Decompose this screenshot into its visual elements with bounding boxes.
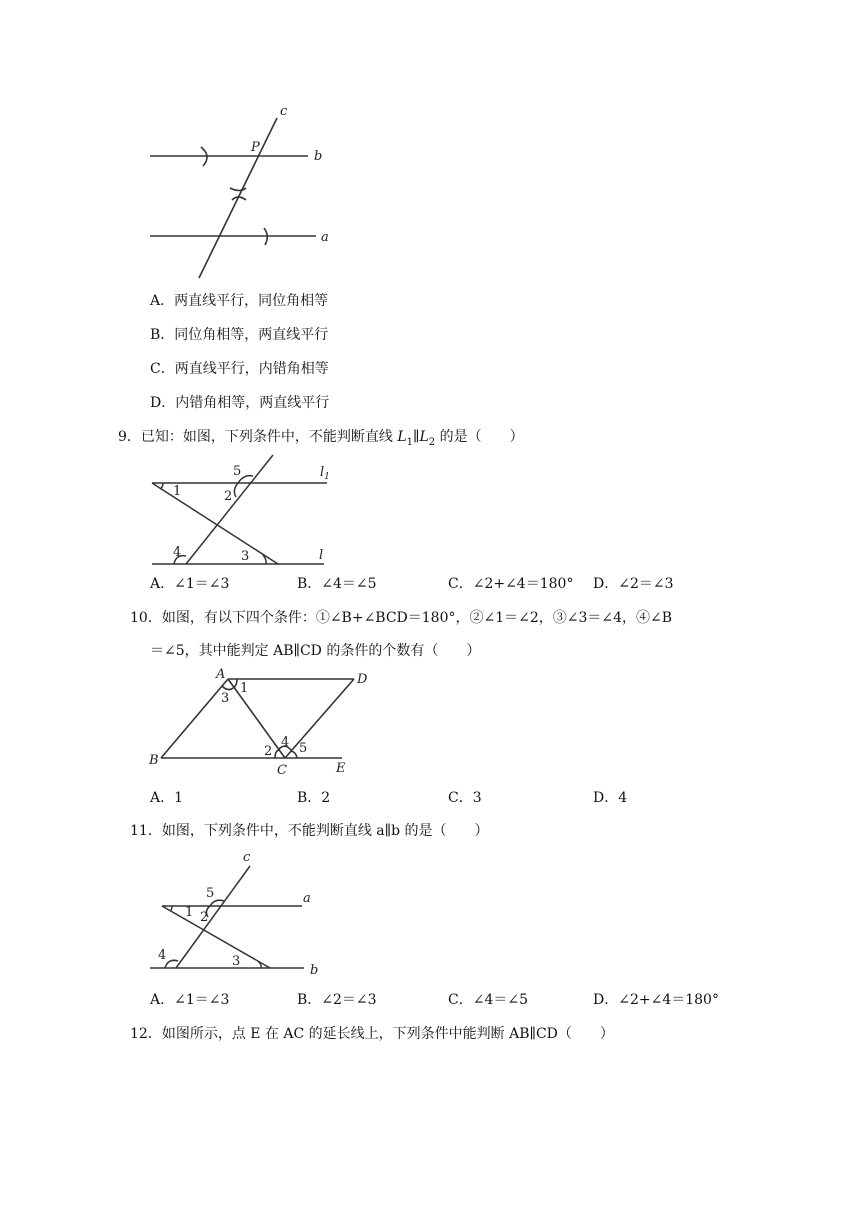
fig10-label-4: 4 <box>281 735 290 750</box>
fig11-label-1: 1 <box>185 905 194 920</box>
q9-option-a[interactable]: A．∠1＝∠3 <box>150 576 230 592</box>
fig10-label-1: 1 <box>240 681 249 696</box>
fig10-label-2: 2 <box>264 744 273 759</box>
q11-option-a[interactable]: A．∠1＝∠3 <box>150 992 230 1008</box>
fig9-label-3: 3 <box>241 549 250 564</box>
fig11-label-4: 4 <box>158 948 167 963</box>
q12-stem: 12．如图所示，点 E 在 AC 的延长线上，下列条件中能判断 AB∥CD（ ） <box>130 1026 614 1042</box>
label-a: a <box>321 230 329 245</box>
fig9-label-5: 5 <box>233 464 242 479</box>
fig10-label-B: B <box>149 753 159 768</box>
q10-stem-line2: ＝∠5，其中能判定 AB∥CD 的条件的个数有（ ） <box>150 643 481 659</box>
fig10-label-E: E <box>336 761 346 776</box>
q9-option-c[interactable]: C．∠2+∠4＝180° <box>448 576 574 592</box>
q10-stem-line1: 10．如图，有以下四个条件：①∠B+∠BCD＝180°，②∠1＝∠2，③∠3＝∠4，④∠B <box>130 610 673 626</box>
fig10-label-5: 5 <box>299 741 308 756</box>
fig9-label-l1: $l_1$ <box>320 465 330 482</box>
fig11-label-c: c <box>243 850 251 865</box>
q11-stem: 11．如图，下列条件中，不能判断直线 a∥b 的是（ ） <box>130 823 489 839</box>
q11-option-b[interactable]: B．∠2＝∠3 <box>297 992 377 1008</box>
fig10-label-C: C <box>277 763 287 778</box>
label-b: b <box>314 149 323 164</box>
q10-option-d[interactable]: D．4 <box>593 790 628 806</box>
q10-option-a[interactable]: A．1 <box>150 790 184 806</box>
line-transversal <box>162 906 270 968</box>
fig11-label-a: a <box>303 891 311 906</box>
q10-option-b[interactable]: B．2 <box>297 790 331 806</box>
q8-option-d[interactable]: D．内错角相等，两直线平行 <box>150 395 330 411</box>
q9-line-l1-sub: 1 <box>406 436 414 448</box>
q8-option-b[interactable]: B．同位角相等，两直线平行 <box>150 327 329 343</box>
fig11-label-3: 3 <box>232 954 241 969</box>
fig11-label-2: 2 <box>200 910 209 925</box>
q9-line-l2-sub: 2 <box>428 436 436 448</box>
fig9-label-1: 1 <box>173 484 182 499</box>
q8-option-c[interactable]: C．两直线平行，内错角相等 <box>150 361 329 377</box>
q8-option-a[interactable]: A．两直线平行，同位角相等 <box>150 293 329 309</box>
fig11-label-5: 5 <box>206 886 215 901</box>
q10-option-c[interactable]: C．3 <box>448 790 482 806</box>
q9-parallel-symbol: ∥ <box>413 429 420 445</box>
fig9-label-2: 2 <box>224 489 233 504</box>
fig10-label-3: 3 <box>221 691 230 706</box>
fig11-label-b: b <box>310 963 319 978</box>
q9-stem-suffix: 的是（ ） <box>435 429 524 445</box>
label-c: c <box>280 104 288 119</box>
fig10-label-D: D <box>357 672 368 687</box>
fig9-label-4: 4 <box>173 545 182 560</box>
label-p: P <box>251 140 260 155</box>
q9-line-l1: L <box>397 429 407 445</box>
q11-option-d[interactable]: D．∠2+∠4＝180° <box>593 992 719 1008</box>
q9-option-d[interactable]: D．∠2＝∠3 <box>593 576 674 592</box>
fig10-label-A: A <box>216 667 226 682</box>
q9-stem-prefix: 9．已知：如图，下列条件中，不能判断直线 <box>118 429 398 445</box>
q9-line-l2: L <box>419 429 429 445</box>
q9-option-b[interactable]: B．∠4＝∠5 <box>297 576 377 592</box>
fig9-label-l2: l <box>319 548 324 563</box>
q11-option-c[interactable]: C．∠4＝∠5 <box>448 992 528 1008</box>
